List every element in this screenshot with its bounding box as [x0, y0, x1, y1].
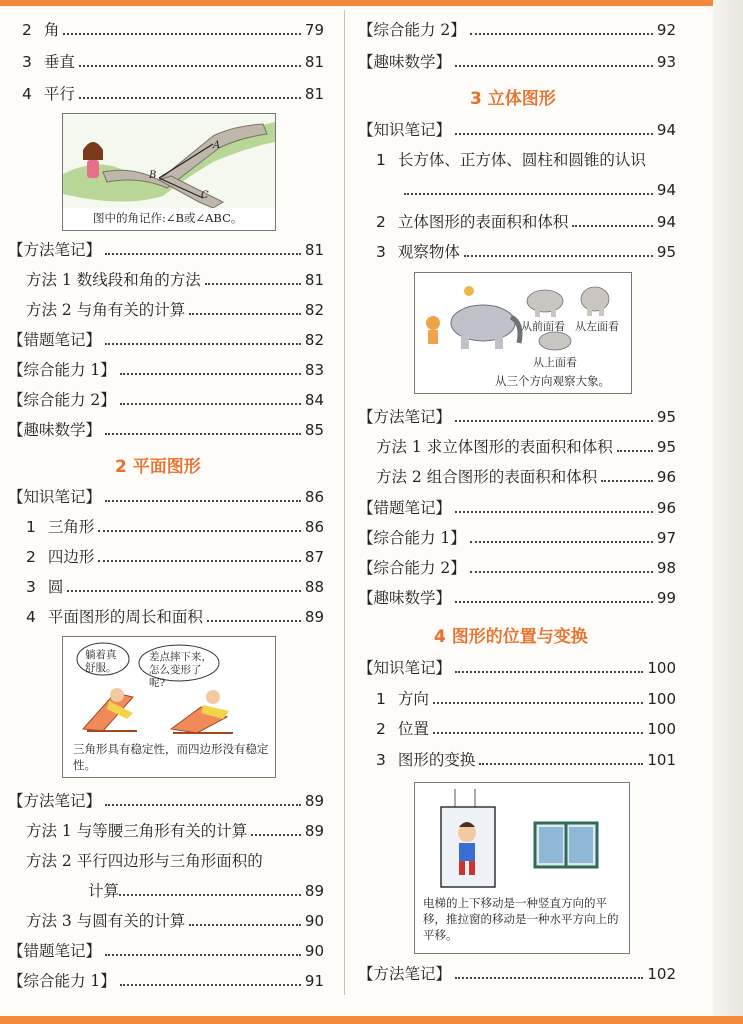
toc-entry[interactable]: 【综合能力 2】 92 — [358, 21, 676, 39]
toc-entry[interactable]: 【方法笔记】 102 — [358, 965, 676, 983]
toc-entry[interactable]: 【方法笔记】 89 — [8, 792, 324, 810]
deck-chair-illustration — [62, 636, 276, 778]
toc-entry[interactable]: 【综合能力 2】 98 — [358, 559, 676, 577]
toc-entry[interactable]: 3 垂直 81 — [22, 53, 324, 71]
toc-entry[interactable]: 【知识笔记】 100 — [358, 659, 676, 677]
toc-entry[interactable]: 【综合能力 1】 91 — [8, 972, 324, 990]
page-bottom-edge — [0, 1016, 743, 1024]
point-label-a: A — [213, 140, 221, 151]
translation-illustration — [414, 782, 630, 954]
toc-entry[interactable]: 【错题笔记】 90 — [8, 942, 324, 960]
toc-entry[interactable]: 1 方向 100 — [376, 690, 676, 708]
section-title: 2 平面图形 — [115, 457, 201, 477]
toc-entry[interactable]: 【综合能力 1】 83 — [8, 361, 324, 379]
toc-entry[interactable]: 方法 1 与等腰三角形有关的计算 89 — [26, 822, 324, 840]
toc-entry[interactable]: 2 立体图形的表面积和体积 94 — [376, 213, 676, 231]
toc-entry[interactable]: 【方法笔记】 95 — [358, 408, 676, 426]
toc-entry[interactable]: 【错题笔记】 96 — [358, 499, 676, 517]
point-label-c: C — [201, 190, 209, 201]
toc-entry[interactable]: 方法 1 数线段和角的方法 81 — [26, 271, 324, 289]
toc-entry[interactable]: 【知识笔记】 86 — [8, 488, 324, 506]
view-label-left: 从左面看 — [575, 320, 619, 333]
toc-entry[interactable]: 3 图形的变换 101 — [376, 751, 676, 769]
toc-entry[interactable]: 2 角 79 — [22, 21, 324, 39]
angle-illustration — [62, 113, 276, 231]
figure-caption: 三角形具有稳定性，而四边形没有稳定性。 — [73, 742, 269, 772]
view-label-front: 从前面看 — [521, 320, 565, 333]
page-top-edge — [0, 0, 743, 6]
speech-bubble-relaxed: 躺着真舒服。 — [85, 649, 117, 674]
elevator-window-picture — [415, 783, 629, 893]
toc-entry[interactable]: 方法 2 组合图形的表面积和体积 96 — [376, 468, 676, 486]
toc-entry[interactable]: 方法 2 与角有关的计算 82 — [26, 301, 324, 319]
point-label-b: B — [149, 170, 157, 181]
toc-entry[interactable]: 【方法笔记】 81 — [8, 241, 324, 259]
toc-entry[interactable]: 【综合能力 1】 97 — [358, 529, 676, 547]
toc-entry[interactable]: 2 四边形 87 — [26, 548, 324, 566]
winding-path-picture — [63, 114, 275, 208]
toc-entry[interactable]: 4 平行 81 — [22, 85, 324, 103]
toc-entry[interactable]: 【趣味数学】 99 — [358, 589, 676, 607]
toc-entry[interactable]: 3 观察物体 95 — [376, 243, 676, 261]
figure-caption: 图中的角记作:∠B或∠ABC。 — [93, 211, 243, 225]
toc-entry[interactable]: 1 三角形 86 — [26, 518, 324, 536]
toc-entry[interactable]: 【趣味数学】 93 — [358, 53, 676, 71]
view-label-top: 从上面看 — [533, 356, 577, 369]
toc-entry[interactable]: 4 平面图形的周长和面积 89 — [26, 608, 324, 626]
toc-entry[interactable]: 方法 2 平行四边形与三角形面积的 — [26, 852, 263, 870]
speech-bubble-falling: 差点摔下来，怎么变形了呢? — [149, 651, 212, 689]
toc-entry[interactable]: 2 位置 100 — [376, 720, 676, 738]
toc-entry[interactable]: 计算 89 — [88, 882, 324, 900]
page-right-edge — [713, 0, 743, 1024]
figure-caption: 从三个方向观察大象。 — [495, 374, 610, 388]
toc-entry[interactable]: 【错题笔记】 82 — [8, 331, 324, 349]
figure-caption: 电梯的上下移动是一种竖直方向的平移，推拉窗的移动是一种水平方向上的平移。 — [423, 896, 619, 942]
section-title: 3 立体图形 — [470, 89, 556, 109]
toc-entry[interactable]: 方法 1 求立体图形的表面积和体积 95 — [376, 438, 676, 456]
toc-entry[interactable]: 【知识笔记】 94 — [358, 121, 676, 139]
toc-entry[interactable]: 3 圆 88 — [26, 578, 324, 596]
column-divider — [344, 10, 345, 995]
toc-entry[interactable]: 94 — [404, 178, 676, 200]
toc-entry[interactable]: 1 长方体、正方体、圆柱和圆锥的认识 — [376, 151, 646, 169]
toc-entry[interactable]: 【趣味数学】 85 — [8, 421, 324, 439]
elephant-views-illustration — [414, 272, 632, 394]
toc-entry[interactable]: 【综合能力 2】 84 — [8, 391, 324, 409]
toc-entry[interactable]: 方法 3 与圆有关的计算 90 — [26, 912, 324, 930]
section-title: 4 图形的位置与变换 — [434, 627, 588, 647]
